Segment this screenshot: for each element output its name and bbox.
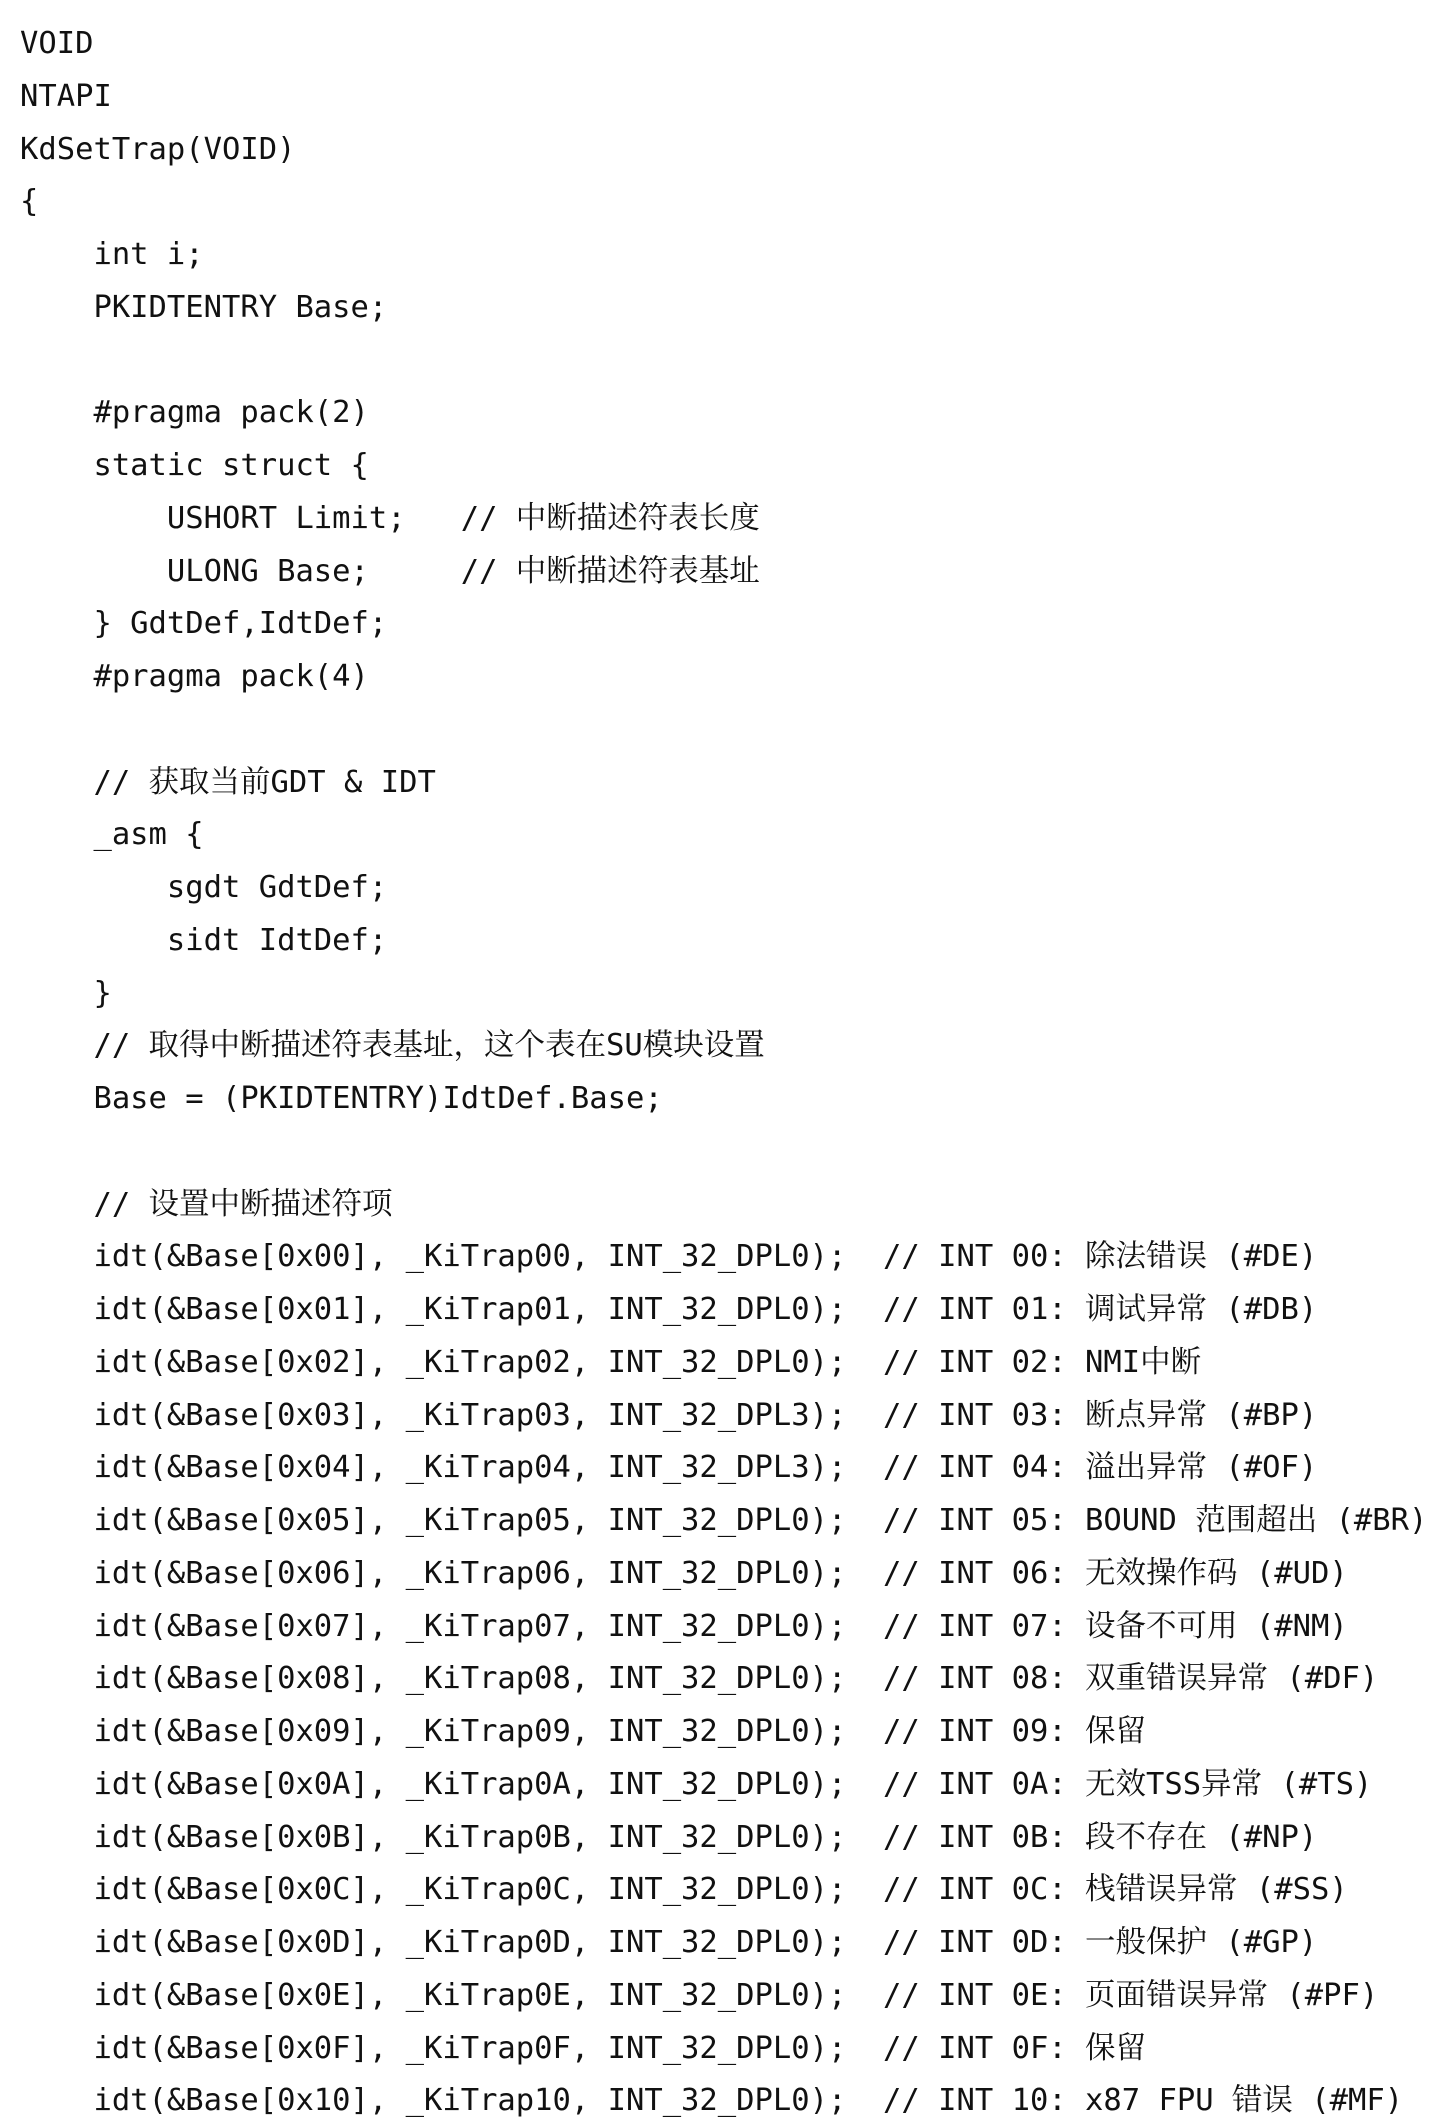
code-line: sgdt GdtDef; — [20, 870, 388, 905]
code-line: #pragma pack(2) — [20, 395, 369, 431]
code-line: // 设置中断描述符项 — [20, 1186, 393, 1222]
code-line: idt(&Base[0x07], _KiTrap07, INT_32_DPL0); // INT 07: 设备不可用 (#NM) — [20, 1608, 1348, 1644]
code-line: VOID — [20, 26, 94, 61]
code-line: idt(&Base[0x03], _KiTrap03, INT_32_DPL3); // INT 03: 断点异常 (#BP) — [20, 1397, 1318, 1433]
code-line: idt(&Base[0x0B], _KiTrap0B, INT_32_DPL0); // INT 0B: 段不存在 (#NP) — [20, 1819, 1318, 1855]
code-line: // 取得中断描述符表基址，这个表在SU模块设置 — [20, 1028, 765, 1064]
code-line: NTAPI — [20, 78, 112, 114]
code-line — [20, 1126, 1420, 1179]
code-line: static struct { — [20, 448, 369, 483]
code-line: #pragma pack(4) — [20, 659, 369, 694]
code-line: idt(&Base[0x08], _KiTrap08, INT_32_DPL0); // INT 08: 双重错误异常 (#DF) — [20, 1661, 1379, 1697]
code-line: idt(&Base[0x00], _KiTrap00, INT_32_DPL0); // INT 00: 除法错误 (#DE) — [20, 1239, 1318, 1275]
code-line: ULONG Base; // 中断描述符表基址 — [20, 553, 760, 589]
code-line: int i; — [20, 237, 204, 272]
code-line: Base = (PKIDTENTRY)IdtDef.Base; — [20, 1081, 663, 1116]
code-line: } — [20, 975, 112, 1011]
code-line: idt(&Base[0x10], _KiTrap10, INT_32_DPL0); // INT 10: x87 FPU 错误 (#MF) — [20, 2083, 1404, 2119]
code-line: idt(&Base[0x02], _KiTrap02, INT_32_DPL0); // INT 02: NMI中断 — [20, 1344, 1202, 1380]
code-line: idt(&Base[0x09], _KiTrap09, INT_32_DPL0); // INT 09: 保留 — [20, 1714, 1147, 1749]
code-line: PKIDTENTRY Base; — [20, 289, 388, 325]
code-line: idt(&Base[0x0C], _KiTrap0C, INT_32_DPL0); // INT 0C: 栈错误异常 (#SS) — [20, 1872, 1348, 1908]
code-line: _asm { — [20, 817, 204, 853]
code-line: idt(&Base[0x0D], _KiTrap0D, INT_32_DPL0); // INT 0D: 一般保护 (#GP) — [20, 1925, 1318, 1960]
code-line: sidt IdtDef; — [20, 922, 388, 958]
code-listing — [20, 18, 1428, 2128]
code-line: // 获取当前GDT & IDT — [20, 764, 436, 800]
code-line: idt(&Base[0x0A], _KiTrap0A, INT_32_DPL0); // INT 0A: 无效TSS异常 (#TS) — [20, 1766, 1373, 1802]
code-line: idt(&Base[0x0E], _KiTrap0E, INT_32_DPL0); // INT 0E: 页面错误异常 (#PF) — [20, 1977, 1379, 2013]
code-line: idt(&Base[0x0F], _KiTrap0F, INT_32_DPL0); // INT 0F: 保留 — [20, 2030, 1147, 2066]
code-line: KdSetTrap(VOID) — [20, 131, 296, 167]
code-line: idt(&Base[0x04], _KiTrap04, INT_32_DPL3); // INT 04: 溢出异常 (#OF) — [20, 1450, 1318, 1486]
code-line — [20, 335, 1420, 388]
code-line — [20, 704, 1420, 757]
code-line: idt(&Base[0x01], _KiTrap01, INT_32_DPL0); // INT 01: 调试异常 (#DB) — [20, 1292, 1318, 1327]
code-line: USHORT Limit; // 中断描述符表长度 — [20, 500, 760, 536]
code-line: idt(&Base[0x05], _KiTrap05, INT_32_DPL0); // INT 05: BOUND 范围超出 (#BR) — [20, 1503, 1428, 1538]
code-line: idt(&Base[0x06], _KiTrap06, INT_32_DPL0); // INT 06: 无效操作码 (#UD) — [20, 1555, 1348, 1591]
code-line: } GdtDef,IdtDef; — [20, 606, 388, 642]
code-line: { — [20, 184, 39, 220]
